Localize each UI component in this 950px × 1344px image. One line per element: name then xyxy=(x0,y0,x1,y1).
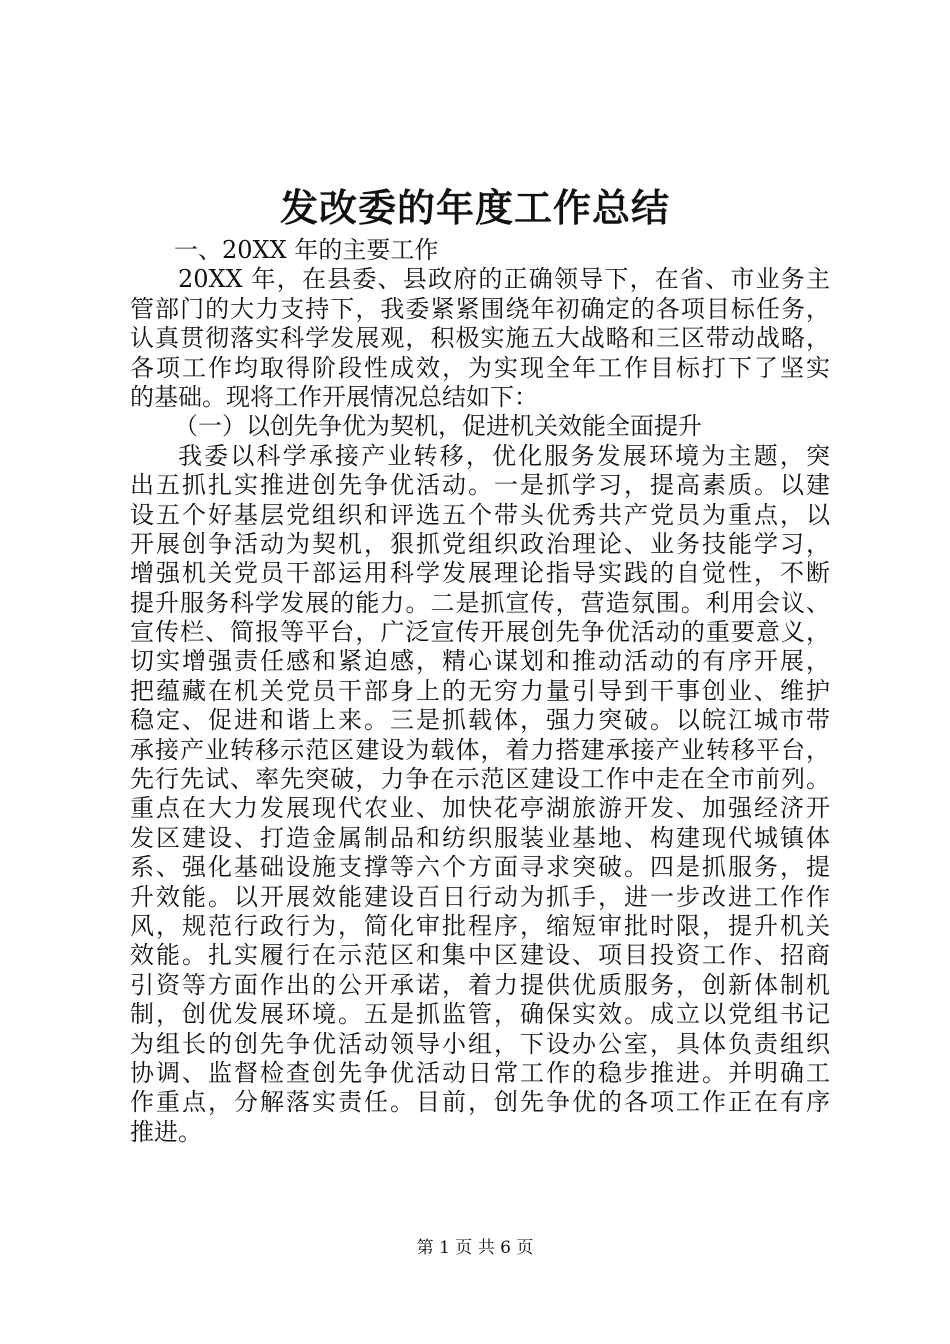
paragraph-line: 先行先试、率先突破，力争在示范区建设工作中走在全市前列。 xyxy=(130,765,830,794)
paragraph-line: 风，规范行政行为，简化审批程序，缩短审批时限，提升机关 xyxy=(130,911,830,940)
paragraph-line: 开展创争活动为契机，狠抓党组织政治理论、业务技能学习， xyxy=(130,529,830,558)
paragraph-line: 切实增强责任感和紧迫感，精心谋划和推动活动的有序开展， xyxy=(130,647,830,676)
paragraph-line: 认真贯彻落实科学发展观，积极实施五大战略和三区带动战略， xyxy=(130,324,830,353)
paragraph-line: 发区建设、打造金属制品和纺织服装业基地、构建现代城镇体 xyxy=(130,823,830,852)
page-footer xyxy=(0,1236,950,1260)
paragraph-line: 的基础。现将工作开展情况总结如下： xyxy=(130,382,538,411)
paragraph-line: 推进。 xyxy=(130,1117,202,1146)
document-title: 发改委的年度工作总结 xyxy=(279,185,670,230)
paragraph-line: 承接产业转移示范区建设为载体，着力搭建承接产业转移平台， xyxy=(130,735,830,764)
document-body xyxy=(130,236,830,1147)
paragraph-line: 作重点，分解落实责任。目前，创先争优的各项工作正在有序 xyxy=(130,1088,830,1117)
paragraph-line: 20XX 年，在县委、县政府的正确领导下，在省、市业务主 xyxy=(178,265,830,294)
paragraph-line: 协调、监督检查创先争优活动日常工作的稳步推进。并明确工 xyxy=(130,1058,830,1087)
paragraph-line: 设五个好基层党组织和评选五个带头优秀共产党员为重点，以 xyxy=(130,500,830,529)
page-number: 第 1 页 共 6 页 xyxy=(416,1238,534,1258)
paragraph-line: 稳定、促进和谐上来。三是抓载体，强力突破。以皖江城市带 xyxy=(130,706,830,735)
paragraph-line: 制，创优发展环境。五是抓监管，确保实效。成立以党组书记 xyxy=(130,1000,830,1029)
paragraph-line: 出五抓扎实推进创先争优活动。一是抓学习，提高素质。以建 xyxy=(130,471,830,500)
paragraph-line: 为组长的创先争优活动领导小组，下设办公室，具体负责组织 xyxy=(130,1029,830,1058)
paragraph-line: 我委以科学承接产业转移，优化服务发展环境为主题，突 xyxy=(178,441,830,470)
paragraph-line: 增强机关党员干部运用科学发展理论指导实践的自觉性，不断 xyxy=(130,559,830,588)
subsection-heading: （一）以创先争优为契机，促进机关效能全面提升 xyxy=(174,412,702,441)
paragraph-line: 引资等方面作出的公开承诺，着力提供优质服务，创新体制机 xyxy=(130,970,830,999)
section-heading: 一、20XX 年的主要工作 xyxy=(174,236,439,264)
paragraph-line: 系、强化基础设施支撑等六个方面寻求突破。四是抓服务，提 xyxy=(130,853,830,882)
paragraph-line: 重点在大力发展现代农业、加快花亭湖旅游开发、加强经济开 xyxy=(130,794,830,823)
paragraph-line: 升效能。以开展效能建设百日行动为抓手，进一步改进工作作 xyxy=(130,882,830,911)
paragraph-line: 管部门的大力支持下，我委紧紧围绕年初确定的各项目标任务， xyxy=(130,294,830,323)
paragraph-line: 效能。扎实履行在示范区和集中区建设、项目投资工作、招商 xyxy=(130,941,830,970)
paragraph-line: 宣传栏、简报等平台，广泛宣传开展创先争优活动的重要意义， xyxy=(130,618,830,647)
paragraph-line: 各项工作均取得阶段性成效，为实现全年工作目标打下了坚实 xyxy=(130,353,830,382)
paragraph-line: 提升服务科学发展的能力。二是抓宣传，营造氛围。利用会议、 xyxy=(130,588,830,617)
paragraph-line: 把蕴藏在机关党员干部身上的无穷力量引导到干事创业、维护 xyxy=(130,676,830,705)
